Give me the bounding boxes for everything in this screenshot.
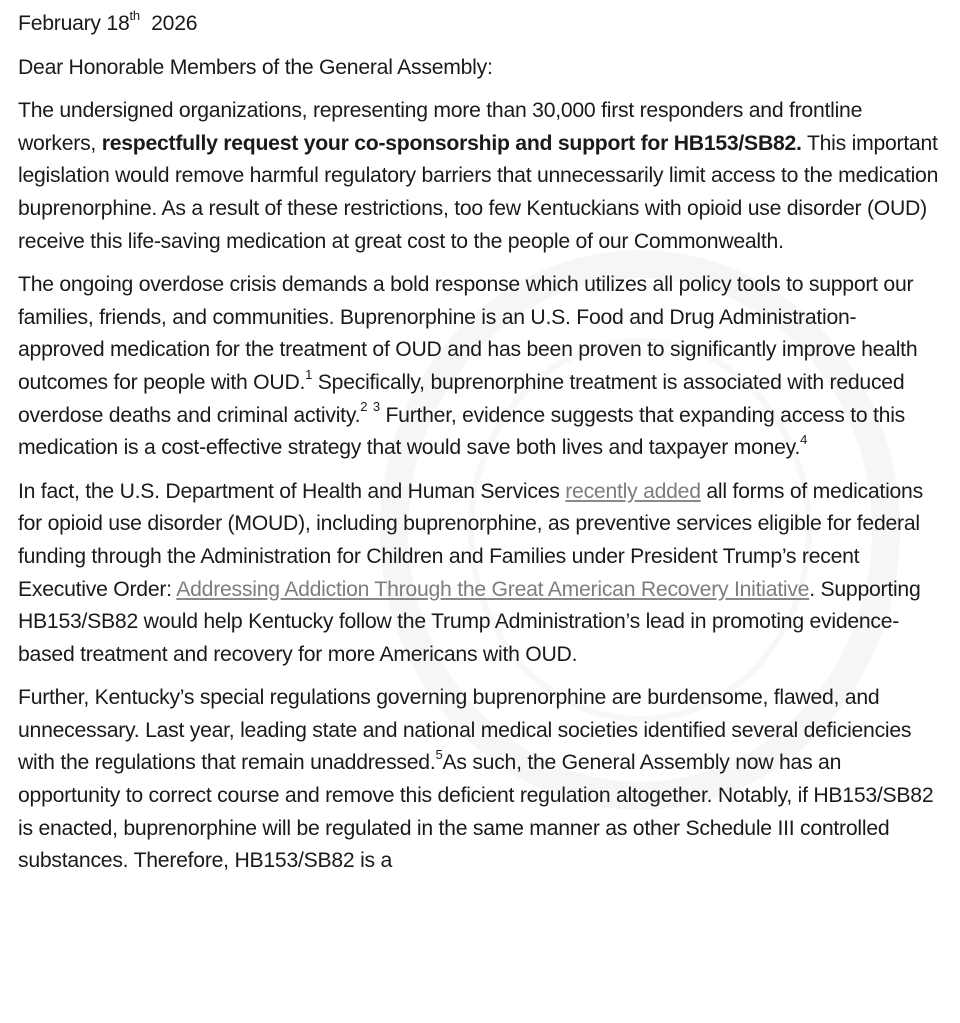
paragraph-text: all forms of medications for opioid use disorder (MOUD), including buprenorphine, as preventive services eligible for federal funding through the Administration for Children and Families under President Trump’s recent Executive Order: <box>18 479 923 601</box>
link-executive-order[interactable]: Addressing Addiction Through the Great American Recovery Initiative <box>176 577 810 601</box>
letter-date <box>18 8 942 41</box>
paragraph-text: Specifically, buprenorphine treatment is associated with reduced overdose deaths and criminal activity. <box>18 370 905 427</box>
footnote-ref-4[interactable]: 4 <box>800 432 808 448</box>
date-year: 2026 <box>151 12 198 35</box>
date-month: February <box>18 12 101 35</box>
paragraph-text: As such, the General Assembly now has an opportunity to correct course and remove this deficient regulation altogether. Notably, if HB153/SB82 is enacted, buprenorphine will be regulated in the same manner as other Schedule III controlled substances. Therefore, HB153/SB82 is a <box>18 751 934 873</box>
paragraph-regulations <box>18 682 942 878</box>
footnote-ref-3[interactable]: 3 <box>372 399 380 415</box>
date-day-suffix: th <box>129 7 140 23</box>
paragraph-text: The ongoing overdose crisis demands a bold response which utilizes all policy tools to support our families, friends, and communities. Buprenorphine is an U.S. Food and Drug Administration-approved medication for the treatment of OUD and has been proven to significantly improve health outcomes for people with OUD. <box>18 273 918 394</box>
paragraph-overdose-crisis <box>18 269 942 465</box>
paragraph-text: The undersigned organizations, representing more than 30,000 first responders and frontline workers, <box>18 99 863 155</box>
paragraph-hhs <box>18 476 942 672</box>
date-day: 18 <box>106 12 130 35</box>
footnote-ref-2[interactable]: 2 <box>360 399 368 415</box>
bold-request: respectfully request your co-sponsorship and support for HB153/SB82. <box>101 131 802 155</box>
paragraph-text: This important legislation would remove harmful regulatory barriers that unnecessarily limit access to the medication buprenorphine. As a result of these restrictions, too few Kentuckians with opioid use disorder (OUD) receive this life-saving medication at great cost to the people of our Commonwealth. <box>18 131 939 253</box>
footnote-ref-1[interactable]: 1 <box>305 366 313 382</box>
paragraph-text: In fact, the U.S. Department of Health and Human Services <box>18 479 566 503</box>
paragraph-request <box>18 95 942 258</box>
paragraph-text: Further, evidence suggests that expanding access to this medication is a cost-effective strategy that would save both lives and taxpayer money. <box>18 403 906 460</box>
link-recently-added[interactable]: recently added <box>565 479 701 503</box>
paragraph-text: . Supporting HB153/SB82 would help Kentucky follow the Trump Administration’s lead in promoting evidence-based treatment and recovery for more Americans with OUD. <box>18 577 921 666</box>
salutation: Dear Honorable Members of the General Assembly: <box>18 55 493 79</box>
footnote-ref-5[interactable]: 5 <box>435 747 443 763</box>
paragraph-text: Further, Kentucky’s special regulations governing buprenorphine are burdensome, flawed, and unnecessary. Last year, leading state and national medical societies identified several deficiencies with the regulations that remain unaddressed. <box>18 686 912 775</box>
